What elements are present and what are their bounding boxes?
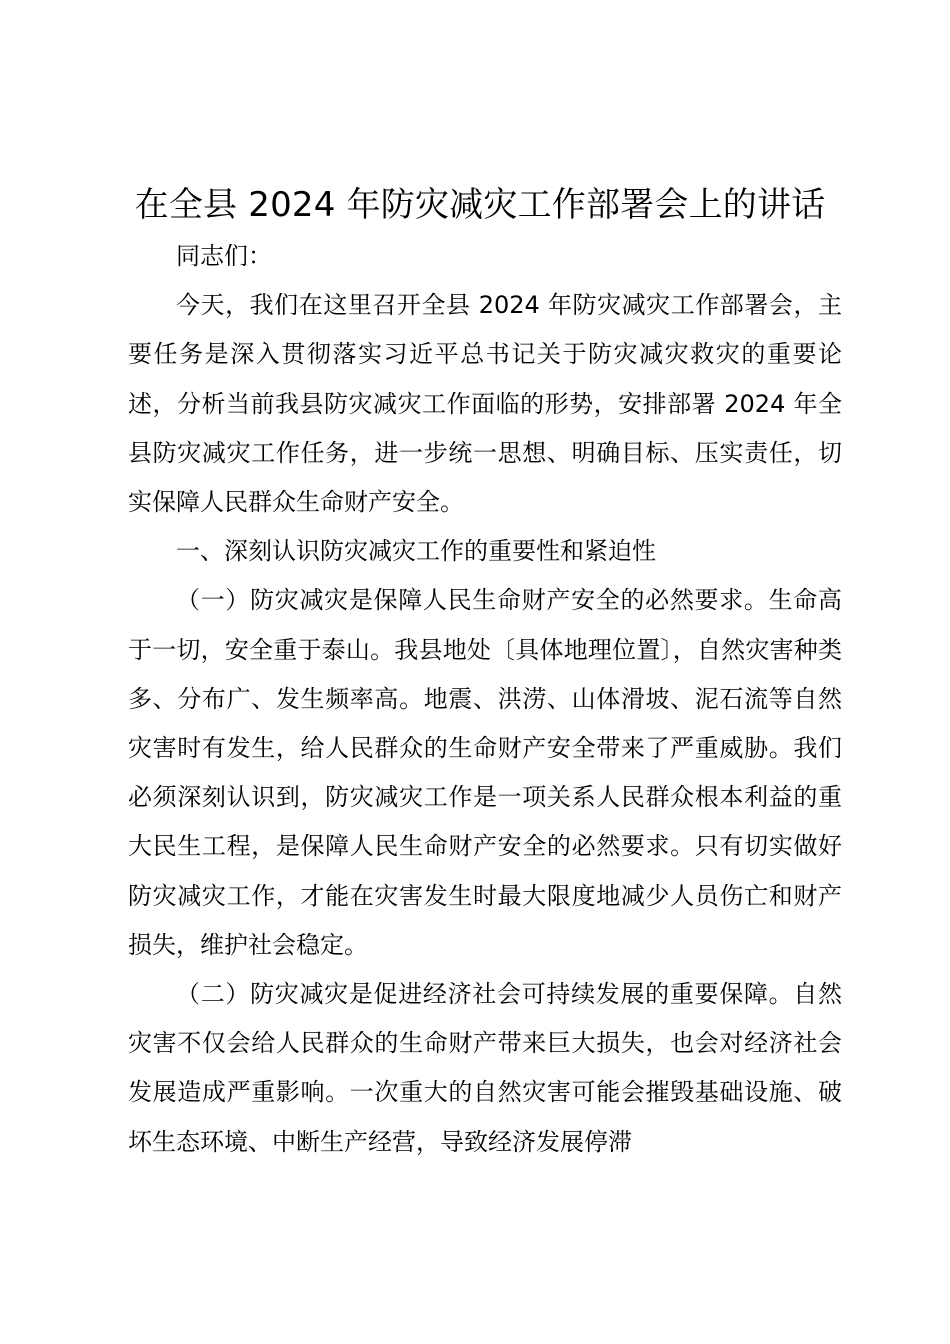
document-body [128,232,842,1167]
paragraph-subsection-1: （一）防灾减灾是保障人民生命财产安全的必然要求。生命高于一切，安全重于泰山。我县地处〔具体地理位置〕，自然灾害种类多、分布广、发生频率高。地震、洪涝、山体滑坡、泥石流等自然灾害时有发生，给人民群众的生命财产安全带来了严重威胁。我们必须深刻认识到，防灾减灾工作是一项关系人民群众根本利益的重大民生工程，是保障人民生命财产安全的必然要求。只有切实做好防灾减灾工作，才能在灾害发生时最大限度地减少人员伤亡和财产损失，维护社会稳定。 [128,586,842,959]
salutation: 同志们： [176,242,272,270]
paragraph-intro: 今天，我们在这里召开全县 2024 年防灾减灾工作部署会，主要任务是深入贯彻落实习近平总书记关于防灾减灾救灾的重要论述，分析当前我县防灾减灾工作面临的形势，安排部署 2024 年全县防灾减灾工作任务，进一步统一思想、明确目标、压实责任，切实保障人民群众生命财产安全。 [128,291,842,517]
section-heading-1: 一、深刻认识防灾减灾工作的重要性和紧迫性 [176,537,656,566]
paragraph-subsection-2: （二）防灾减灾是促进经济社会可持续发展的重要保障。自然灾害不仅会给人民群众的生命财产带来巨大损失，也会对经济社会发展造成严重影响。一次重大的自然灾害可能会摧毁基础设施、破坏生态环境、中断生产经营，导致经济发展停滞 [128,980,842,1156]
document-title: 在全县 2024 年防灾减灾工作部署会上的讲话 [134,185,826,225]
